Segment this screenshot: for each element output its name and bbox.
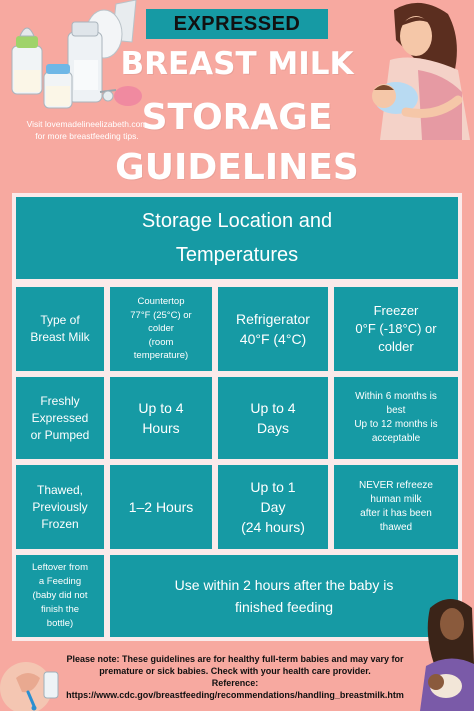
header-refrigerator-line: 40°F (4°C) <box>239 331 307 347</box>
expressed-tag: EXPRESSED <box>146 9 328 39</box>
footer-line-1: Please note: These guidelines are for healthy full-term babies and may vary for <box>66 654 404 664</box>
reference-link[interactable]: https://www.cdc.gov/breastfeeding/recommendations/handling_breastmilk.htm <box>66 690 404 700</box>
visit-site-note <box>12 118 162 142</box>
row-fresh-countertop-line: Hours <box>142 420 180 436</box>
visit-line-2: for more breastfeeding tips. <box>35 131 139 141</box>
header-refrigerator-line: Refrigerator <box>236 311 310 327</box>
row-thawed-type-line: Frozen <box>41 516 79 531</box>
row-fresh-refrigerator-line: Days <box>257 420 289 436</box>
row-thawed-freezer-cell <box>334 465 458 549</box>
header-freezer-line: Freezer <box>373 303 419 318</box>
row-fresh-freezer-line: acceptable <box>371 433 421 444</box>
row-fresh-countertop-line: Up to 4 <box>138 400 184 416</box>
table-title-cell <box>16 197 458 279</box>
row-thawed-refrigerator-line: Day <box>260 499 286 515</box>
row-fresh-countertop-cell <box>110 377 212 459</box>
title-line-1: BREAST MILK <box>120 46 354 82</box>
row-thawed-freezer-line: after it has been <box>360 508 432 519</box>
row-fresh-freezer-cell <box>334 377 458 459</box>
row-thawed-countertop-cell <box>110 465 212 549</box>
header-type-line: Breast Milk <box>30 330 90 344</box>
row-thawed-refrigerator-line: (24 hours) <box>241 519 305 535</box>
row-fresh-freezer-line: Up to 12 months is <box>354 419 438 430</box>
table-title-line-1: Storage Location and <box>141 210 333 232</box>
row-leftover-type-line: finish the <box>40 604 80 615</box>
row-leftover-type-cell <box>16 555 104 637</box>
row-leftover-instruction-line: finished feeding <box>234 599 334 615</box>
header-countertop-line: temperature) <box>133 350 189 362</box>
row-thawed-freezer-line: NEVER refreeze <box>359 480 433 491</box>
row-thawed-type-line: Thawed, <box>36 482 84 497</box>
row-thawed-freezer-line: thawed <box>379 522 413 533</box>
row-leftover-type-line: a Feeding <box>38 576 82 587</box>
table-title-line-2: Temperatures <box>175 244 299 266</box>
header-countertop-line: Countertop <box>137 296 185 308</box>
row-thawed-refrigerator-cell <box>218 465 328 549</box>
row-fresh-type-line: Expressed <box>31 410 89 425</box>
header-countertop-line: 77°F (25°C) or <box>130 309 192 321</box>
row-fresh-type-line: Freshly <box>40 393 80 408</box>
row-leftover-type-line: Leftover from <box>32 562 88 573</box>
mother-baby-illustration <box>366 0 474 140</box>
row-thawed-freezer-line: human milk <box>370 494 422 505</box>
row-leftover-type-line: bottle) <box>46 618 74 629</box>
storage-table-panel <box>12 193 462 641</box>
header-type-cell <box>16 287 104 371</box>
header-freezer-line: 0°F (-18°C) or <box>355 321 437 336</box>
footer-note <box>40 653 430 701</box>
title-line-2: STORAGE <box>141 97 333 138</box>
row-fresh-freezer-line: Within 6 months is <box>355 391 437 402</box>
header-countertop-line: (room <box>148 336 174 348</box>
header-type-line: Type of <box>40 313 80 327</box>
header-refrigerator-cell <box>218 287 328 371</box>
row-thawed-refrigerator-line: Up to 1 <box>250 479 296 495</box>
row-thawed-type-line: Previously <box>32 499 88 514</box>
row-leftover-instruction-line: Use within 2 hours after the baby is <box>174 577 394 593</box>
row-thawed-countertop-line: 1–2 Hours <box>128 499 194 515</box>
row-fresh-freezer-line: best <box>386 405 406 416</box>
header-freezer-line: colder <box>378 339 414 354</box>
footer-line-3: Reference: <box>211 678 259 688</box>
row-fresh-refrigerator-cell <box>218 377 328 459</box>
footer-line-2: premature or sick babies. Check with your health care provider. <box>99 666 371 676</box>
row-fresh-type-cell <box>16 377 104 459</box>
row-fresh-type-line: or Pumped <box>30 427 90 442</box>
title-line-3: GUIDELINES <box>115 147 359 188</box>
row-leftover-instruction-cell <box>110 555 458 637</box>
row-fresh-refrigerator-line: Up to 4 <box>250 400 296 416</box>
row-thawed-type-cell <box>16 465 104 549</box>
visit-line-1: Visit lovemadelineelizabeth.com <box>26 119 148 129</box>
header-freezer-cell <box>334 287 458 371</box>
header-countertop-cell <box>110 287 212 371</box>
header-countertop-line: colder <box>148 323 174 335</box>
row-leftover-type-line: (baby did not <box>32 590 88 601</box>
